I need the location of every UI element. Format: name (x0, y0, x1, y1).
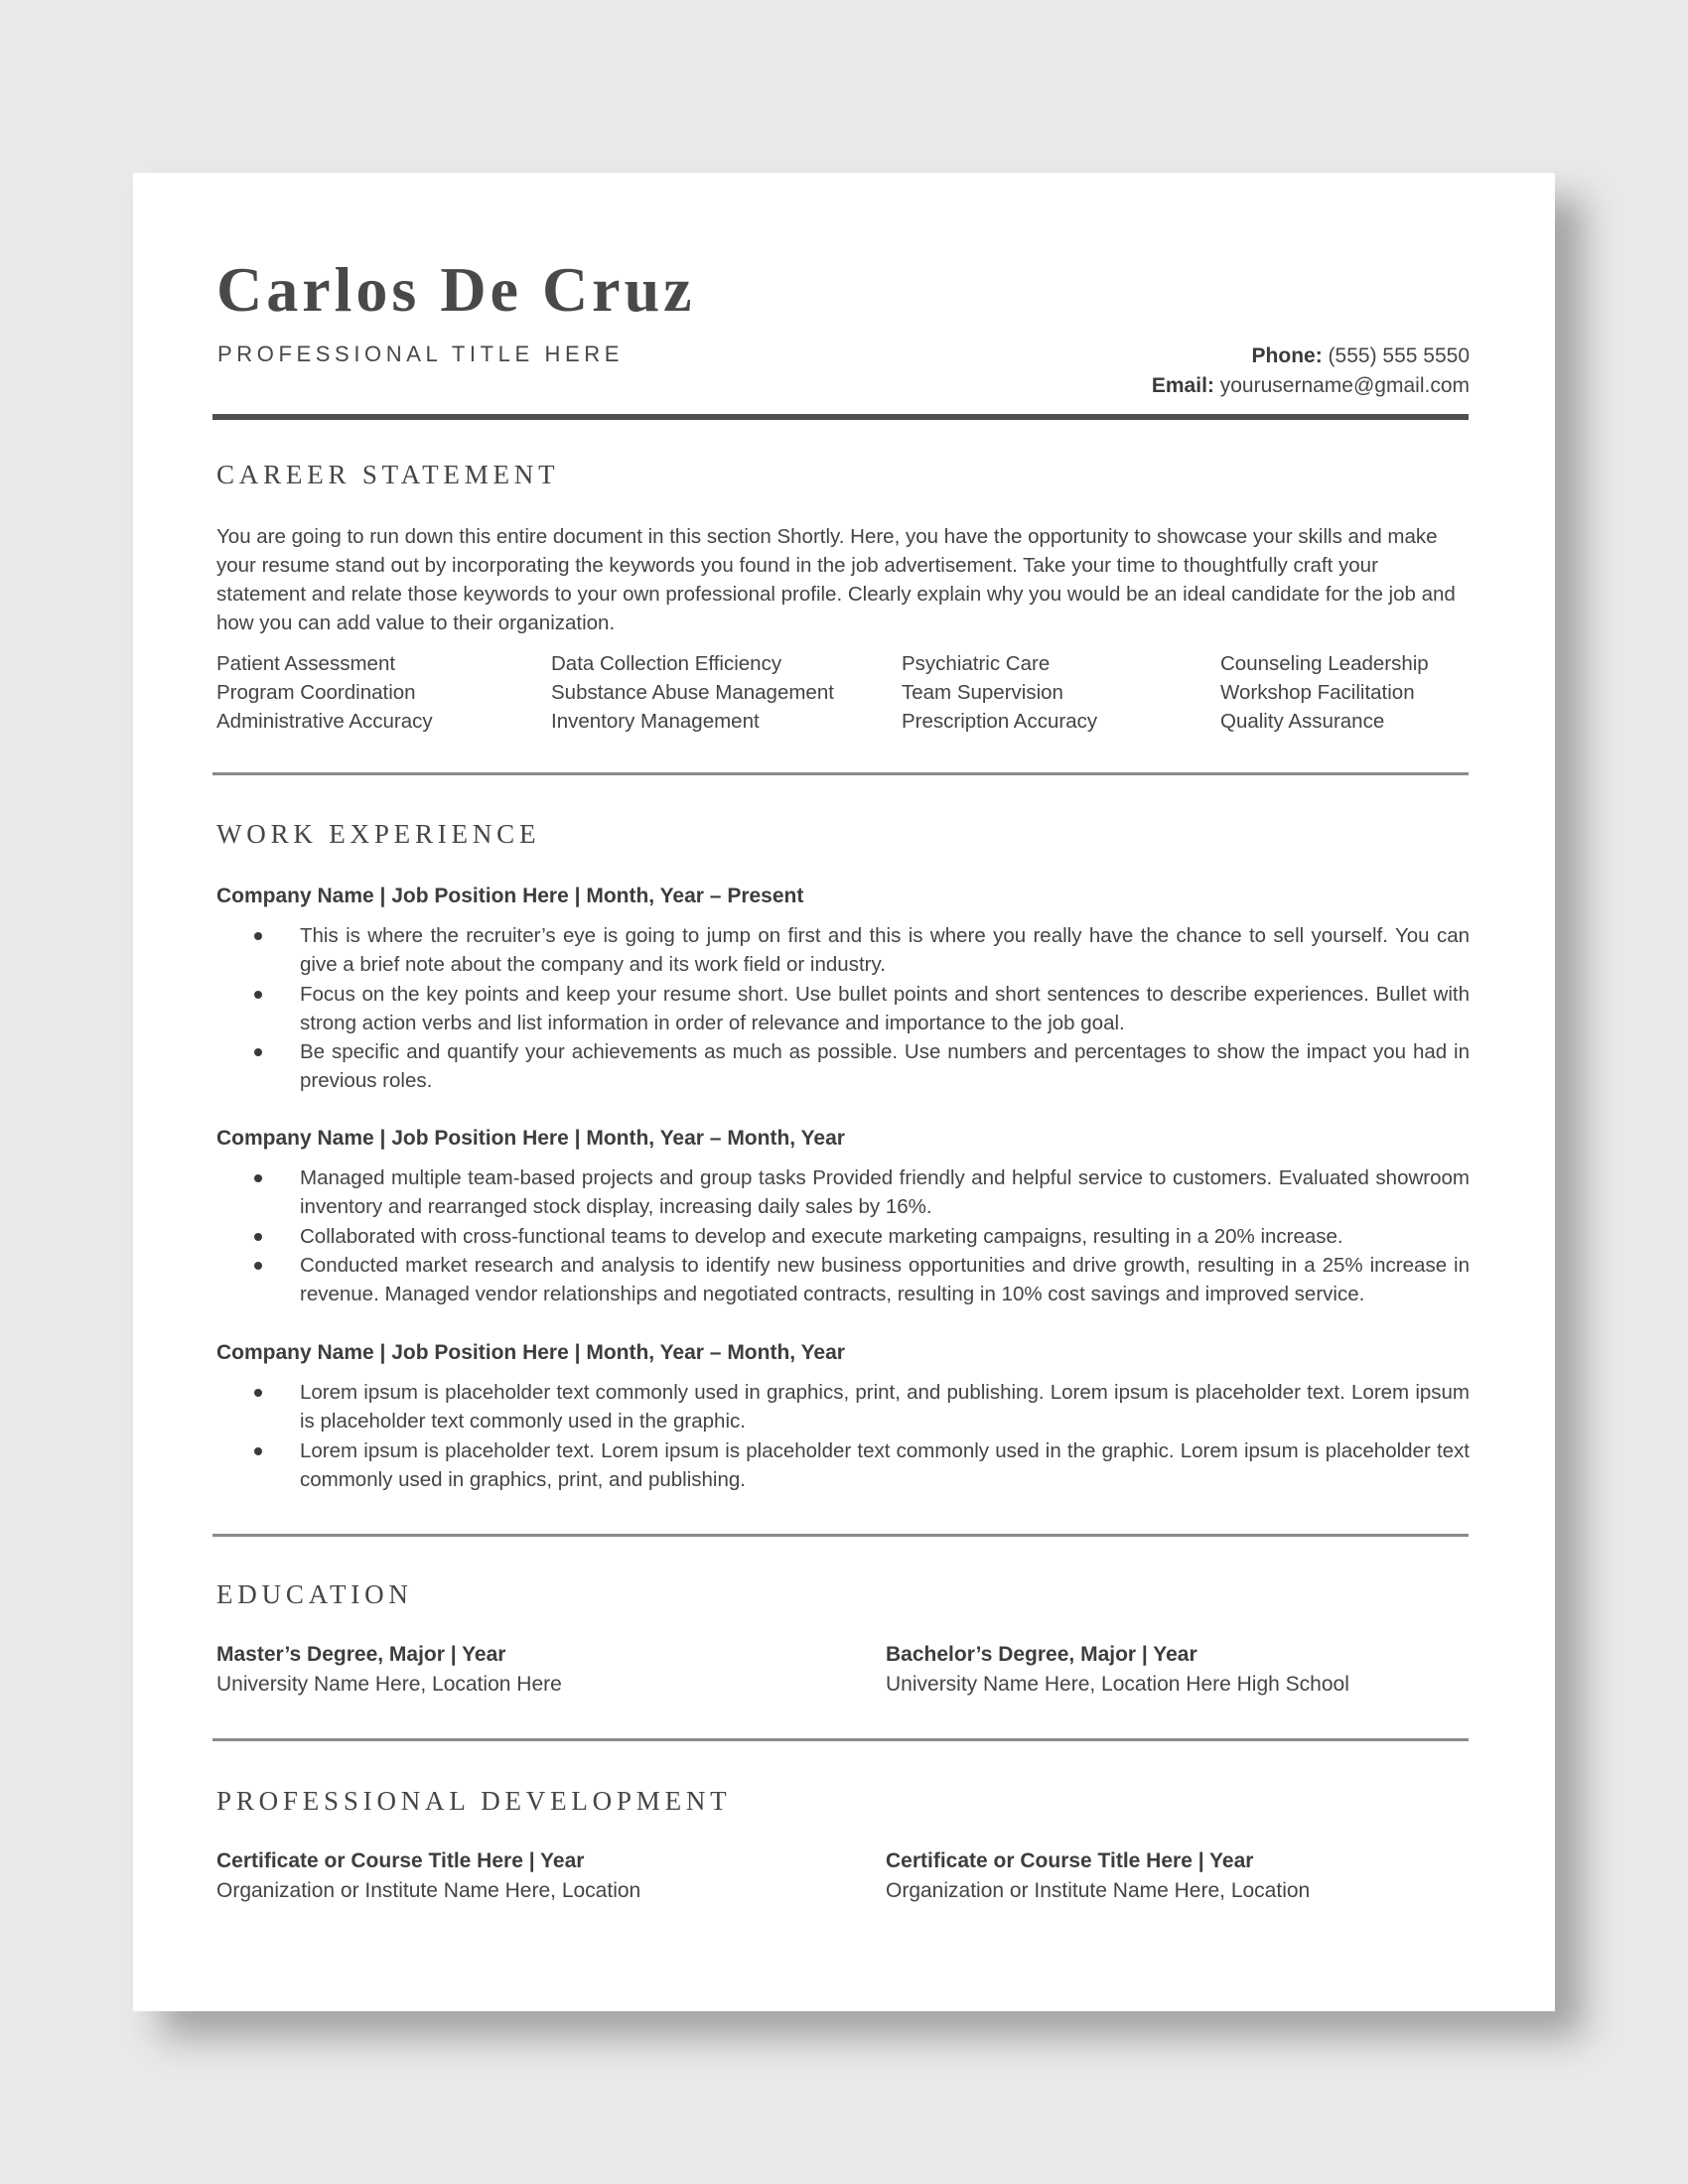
bullet-item (216, 980, 1470, 1037)
bullet-item (216, 921, 1470, 979)
bullet-item (216, 1251, 1470, 1308)
job-title: Company Name | Job Position Here | Month, Year – Present (216, 885, 804, 907)
organization-name: Organization or Institute Name Here, Location (886, 1879, 1311, 1902)
contact-block (1152, 341, 1470, 401)
job-entry (216, 1124, 1470, 1309)
email-value: yourusername@gmail.com (1219, 374, 1470, 397)
development-entry (886, 1846, 1310, 1906)
skill-item: Inventory Management (551, 710, 760, 733)
skills-column (902, 649, 1097, 736)
phone-line (1152, 341, 1470, 371)
job-bullets (216, 1163, 1470, 1308)
skills-column (551, 649, 834, 736)
bullet-icon (254, 1174, 262, 1182)
development-entry (216, 1846, 640, 1906)
bullet-icon (254, 932, 262, 940)
work-experience-heading: WORK EXPERIENCE (216, 819, 541, 849)
job-entry (216, 882, 1470, 1096)
professional-title: PROFESSIONAL TITLE HERE (217, 341, 624, 366)
bullet-text: Lorem ipsum is placeholder text. Lorem ipsum is placeholder text commonly used in the graphic. Lorem ipsum is placeholder text commonly used in graphics, print, and publishing. (300, 1438, 1470, 1491)
skill-item: Workshop Facilitation (1220, 681, 1415, 704)
school-name: University Name Here, Location Here (216, 1673, 562, 1696)
header-divider (212, 414, 1469, 420)
phone-label: Phone: (1251, 344, 1323, 367)
job-title: Company Name | Job Position Here | Month, Year – Month, Year (216, 1127, 845, 1150)
degree-title: Master’s Degree, Major | Year (216, 1643, 506, 1666)
course-title: Certificate or Course Title Here | Year (216, 1849, 585, 1872)
career-statement-text: You are going to run down this entire document in this section Shortly. Here, you have the opportunity to showcase your skills and make your resume stand out by incorporating the keywords you found in the job advertisement. Take your time to thoughtfully craft your statement and relate those keywords to your own professional profile. Clearly explain why you would be an ideal candidate for the job and how you can add value to their organization. (216, 525, 1456, 634)
skill-item: Team Supervision (902, 681, 1063, 704)
skills-column (216, 649, 433, 736)
job-entry (216, 1338, 1470, 1494)
bullet-item (216, 1378, 1470, 1435)
section-divider (212, 772, 1469, 775)
skill-item: Quality Assurance (1220, 710, 1385, 733)
bullet-icon (254, 991, 262, 999)
skill-item: Counseling Leadership (1220, 652, 1429, 675)
bullet-text: Conducted market research and analysis to identify new business opportunities and drive growth, resulting in a 25% increase in revenue. Managed vendor relationships and negotiated contracts, resulting in 10% cost savings and improved service. (300, 1254, 1470, 1306)
section-divider (212, 1534, 1469, 1537)
skill-item: Psychiatric Care (902, 652, 1051, 675)
career-statement-heading: CAREER STATEMENT (216, 460, 560, 489)
skill-item: Patient Assessment (216, 652, 396, 675)
school-name: University Name Here, Location Here High School (886, 1673, 1349, 1696)
email-label: Email: (1151, 374, 1214, 397)
bullet-item (216, 1163, 1470, 1221)
bullet-icon (254, 1233, 262, 1241)
skill-item: Prescription Accuracy (902, 710, 1098, 733)
bullet-item (216, 1436, 1470, 1494)
education-entry (886, 1640, 1349, 1700)
skill-item: Data Collection Efficiency (551, 652, 782, 675)
bullet-text: Collaborated with cross-functional teams to develop and execute marketing campaigns, resulting in a 20% increase. (300, 1224, 1343, 1248)
bullet-icon (254, 1389, 262, 1397)
resume-page (133, 173, 1555, 2011)
bullet-text: Be specific and quantify your achievements as much as possible. Use numbers and percentages to show the impact you had in previous roles. (300, 1040, 1470, 1093)
skill-item: Substance Abuse Management (551, 681, 834, 704)
job-bullets (216, 1378, 1470, 1494)
job-bullets (216, 921, 1470, 1095)
bullet-text: Focus on the key points and keep your resume short. Use bullet points and short sentences to describe experiences. Bullet with strong action verbs and list information in order of relevance and importance to the job goal. (300, 982, 1470, 1034)
skill-item: Administrative Accuracy (216, 710, 433, 733)
course-title: Certificate or Course Title Here | Year (886, 1849, 1254, 1872)
bullet-icon (254, 1447, 262, 1455)
bullet-icon (254, 1048, 262, 1056)
skill-item: Program Coordination (216, 681, 416, 704)
bullet-item (216, 1222, 1470, 1251)
skills-column (1220, 649, 1429, 736)
bullet-text: Managed multiple team-based projects and group tasks Provided friendly and helpful service to customers. Evaluated showroom inventory and rearranged stock display, increasing daily sales by 16%. (300, 1166, 1470, 1218)
bullet-text: This is where the recruiter’s eye is going to jump on first and this is where you really have the chance to sell yourself. You can give a brief note about the company and its work field or industry. (300, 924, 1470, 976)
section-divider (212, 1738, 1469, 1741)
resume-name: Carlos De Cruz (216, 254, 696, 325)
education-heading: EDUCATION (216, 1579, 413, 1609)
organization-name: Organization or Institute Name Here, Location (216, 1879, 641, 1902)
phone-value: (555) 555 5550 (1328, 344, 1470, 367)
professional-development-heading: PROFESSIONAL DEVELOPMENT (216, 1786, 732, 1816)
bullet-item (216, 1037, 1470, 1095)
job-title: Company Name | Job Position Here | Month, Year – Month, Year (216, 1341, 845, 1364)
bullet-text: Lorem ipsum is placeholder text commonly used in graphics, print, and publishing. Lorem ipsum is placeholder text. Lorem ipsum is placeholder text commonly used in the graphic. (300, 1381, 1470, 1433)
education-entry (216, 1640, 562, 1700)
email-line (1152, 371, 1470, 401)
bullet-icon (254, 1262, 262, 1270)
degree-title: Bachelor’s Degree, Major | Year (886, 1643, 1197, 1666)
